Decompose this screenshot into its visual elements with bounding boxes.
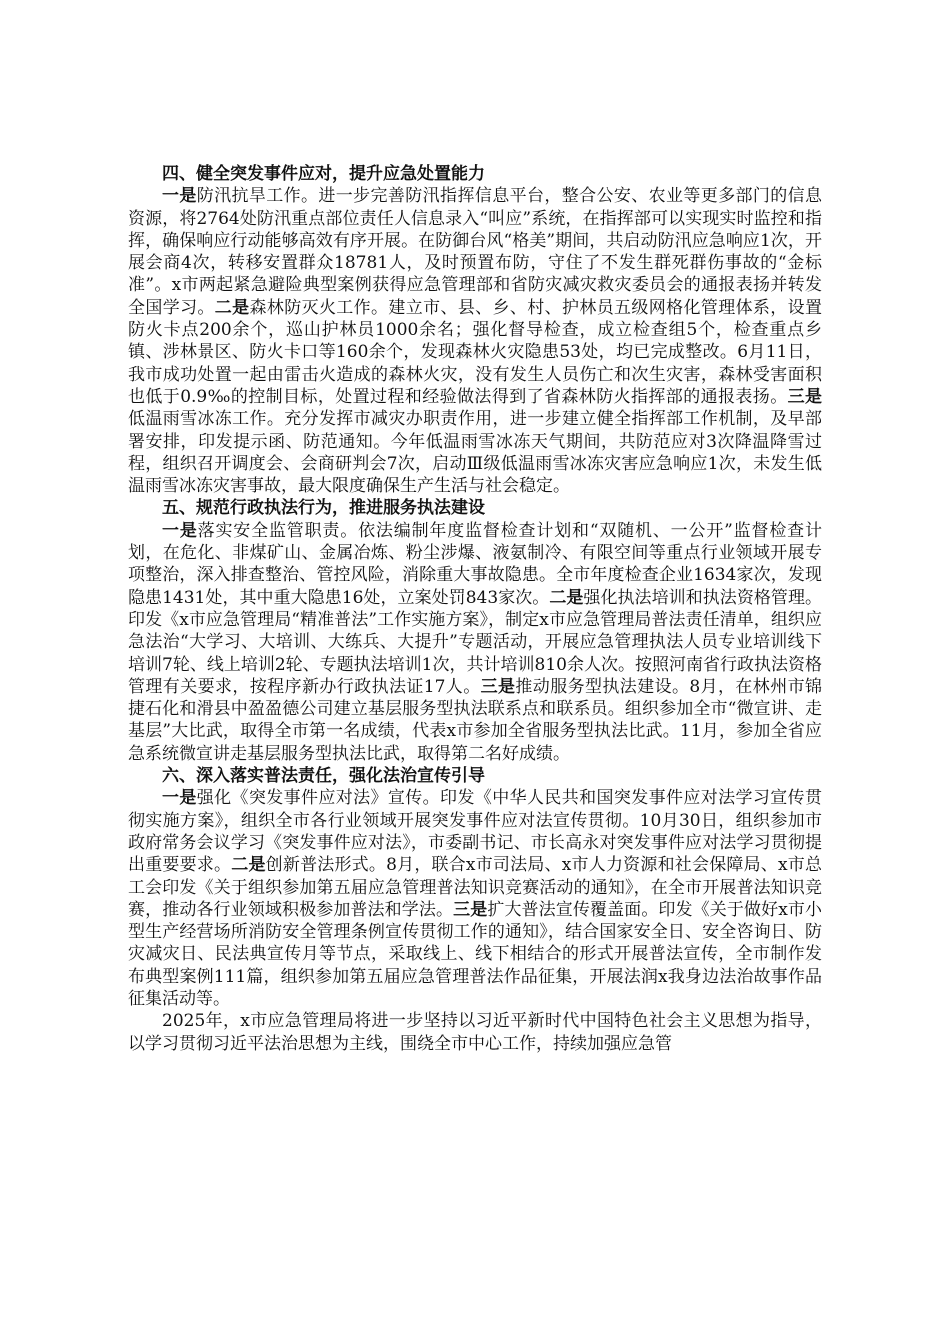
bold-lead-text: 一是 — [162, 520, 198, 541]
body-paragraph — [128, 185, 822, 497]
paragraph-text: 强化《突发事件应对法》宣传。印发《中华人民共和国突发事件应对法学习宣传贯彻实施方案》，组织全市各行业领域开展突发事件应对法宣传贯彻。10月30日，组织参加市政府常务会议学习《突发事件应对法》，市委副书记、市长高永对突发事件应对法学习贯彻提出重要要求。 — [128, 788, 823, 876]
section-heading: 五、规范行政执法行为，推进服务执法建设 — [162, 498, 485, 519]
paragraph-text: 创新普法形式。8月，联合x市司法局、x市人力资源和社会保障局、x市总工会印发《关于组织参加第五届应急管理普法知识竞赛活动的通知》，在全市开展普法知识竞赛，推动各行业领域积极参加普法和学法。 — [128, 855, 823, 920]
bold-lead-text: 三是 — [453, 899, 488, 920]
bold-lead-text: 一是 — [162, 186, 197, 207]
bold-lead-text: 二是 — [549, 587, 584, 608]
paragraph-text: 森林防灭火工作。建立市、县、乡、村、护林员五级网格化管理体系，设置防火卡点200余个，巡山护林员1000余名；强化督导检查，成立检查组5个，检查重点乡镇、涉林景区、防火卡口等160余个，发现森林火灾隐患53处，均已完成整改。6月11日，我市成功处置一起由雷击火造成的森林火灾，没有发生人员伤亡和次生灾害，森林受害面积也低于0.9‰的控制目标，处置过程和经验做法得到了省森林防火指挥部的通报表扬。 — [128, 297, 823, 407]
section-heading: 六、深入落实普法责任，强化法治宣传引导 — [162, 766, 485, 787]
paragraph-text: 防汛抗旱工作。进一步完善防汛指挥信息平台，整合公安、农业等更多部门的信息资源，将2764处防汛重点部位责任人信息录入“叫应”系统，在指挥部可以实现实时监控和指挥，确保响应行动能够高效有序开展。在防御台风“格美”期间，共启动防汛应急响应1次，开展会商4次，转移安置群众18781人，及时预置布防，守住了不发生群死群伤事故的“金标准”。x市两起紧急避险典型案例获得应急管理部和省防灾减灾救灾委员会的通报表扬并转发全国学习。 — [128, 186, 823, 318]
body-paragraph — [128, 787, 822, 1010]
paragraph-text: 推动服务型执法建设。8月，在林州市锦捷石化和滑县中盈盈德公司建立基层服务型执法联系点和联系员。组织参加全市“微宣讲、走基层”大比武，取得全市第一名成绩，代表x市参加全省服务型执法比武。11月，参加全省应急系统微宣讲走基层服务型执法比武，取得第二名好成绩。 — [128, 676, 822, 764]
paragraph-text: 强化执法培训和执法资格管理。印发《x市应急管理局“精准普法”工作实施方案》，制定x市应急管理局普法责任清单，组织应急法治“大学习、大培训、大练兵、大提升”专题活动，开展应急管理执法人员专业培训线下培训7轮、线上培训2轮、专题执法培训1次，共计培训810余人次。按照河南省行政执法资格管理有关要求，按程序新办行政执法证17人。 — [128, 587, 823, 697]
body-paragraph — [128, 1010, 822, 1055]
section-heading: 四、健全突发事件应对，提升应急处置能力 — [162, 164, 485, 184]
bold-lead-text: 三是 — [787, 386, 822, 407]
bold-lead-text: 二是 — [214, 297, 250, 318]
bold-lead-text: 三是 — [480, 676, 516, 697]
paragraph-text: 落实安全监管职责。依法编制年度监督检查计划和“双随机、一公开”监督检查计划，在危化、非煤矿山、金属冶炼、粉尘涉爆、液氨制冷、有限空间等重点行业领域开展专项整治，深入排查整治、管控风险，消除重大事故隐患。全市年度检查企业1634家次，发现隐患1431处，其中重大隐患16处，立案处罚843家次。 — [128, 520, 822, 608]
paragraph-text: 2025年，x市应急管理局将进一步坚持以习近平新时代中国特色社会主义思想为指导，以学习贯彻习近平法治思想为主线，围绕全市中心工作，持续加强应急管 — [128, 1011, 822, 1054]
bold-lead-text: 一是 — [162, 788, 197, 809]
paragraph-text: 扩大普法宣传覆盖面。印发《关于做好x市小型生产经营场所消防安全管理条例宣传贯彻工作的通知》，结合国家安全日、安全咨询日、防灾减灾日、民法典宣传月等节点，采取线上、线下相结合的形式开展普法宣传，全市制作发布典型案例111篇，组织参加第五届应急管理普法作品征集，开展法润x我身边法治故事作品征集活动等。 — [128, 899, 823, 1009]
bold-lead-text: 二是 — [231, 855, 266, 876]
paragraph-text: 低温雨雪冰冻工作。充分发挥市减灾办职责作用，进一步建立健全指挥部工作机制，及早部署安排，印发提示函、防范通知。今年低温雨雪冰冻天气期间，共防范应对3次降温降雪过程，组织召开调度会、会商研判会7次，启动Ⅲ级低温雨雪冰冻灾害应急响应1次，未发生低温雨雪冰冻灾害事故，最大限度确保生产生活与社会稳定。 — [128, 409, 822, 497]
document-page — [128, 163, 822, 1055]
body-paragraph — [128, 520, 822, 765]
